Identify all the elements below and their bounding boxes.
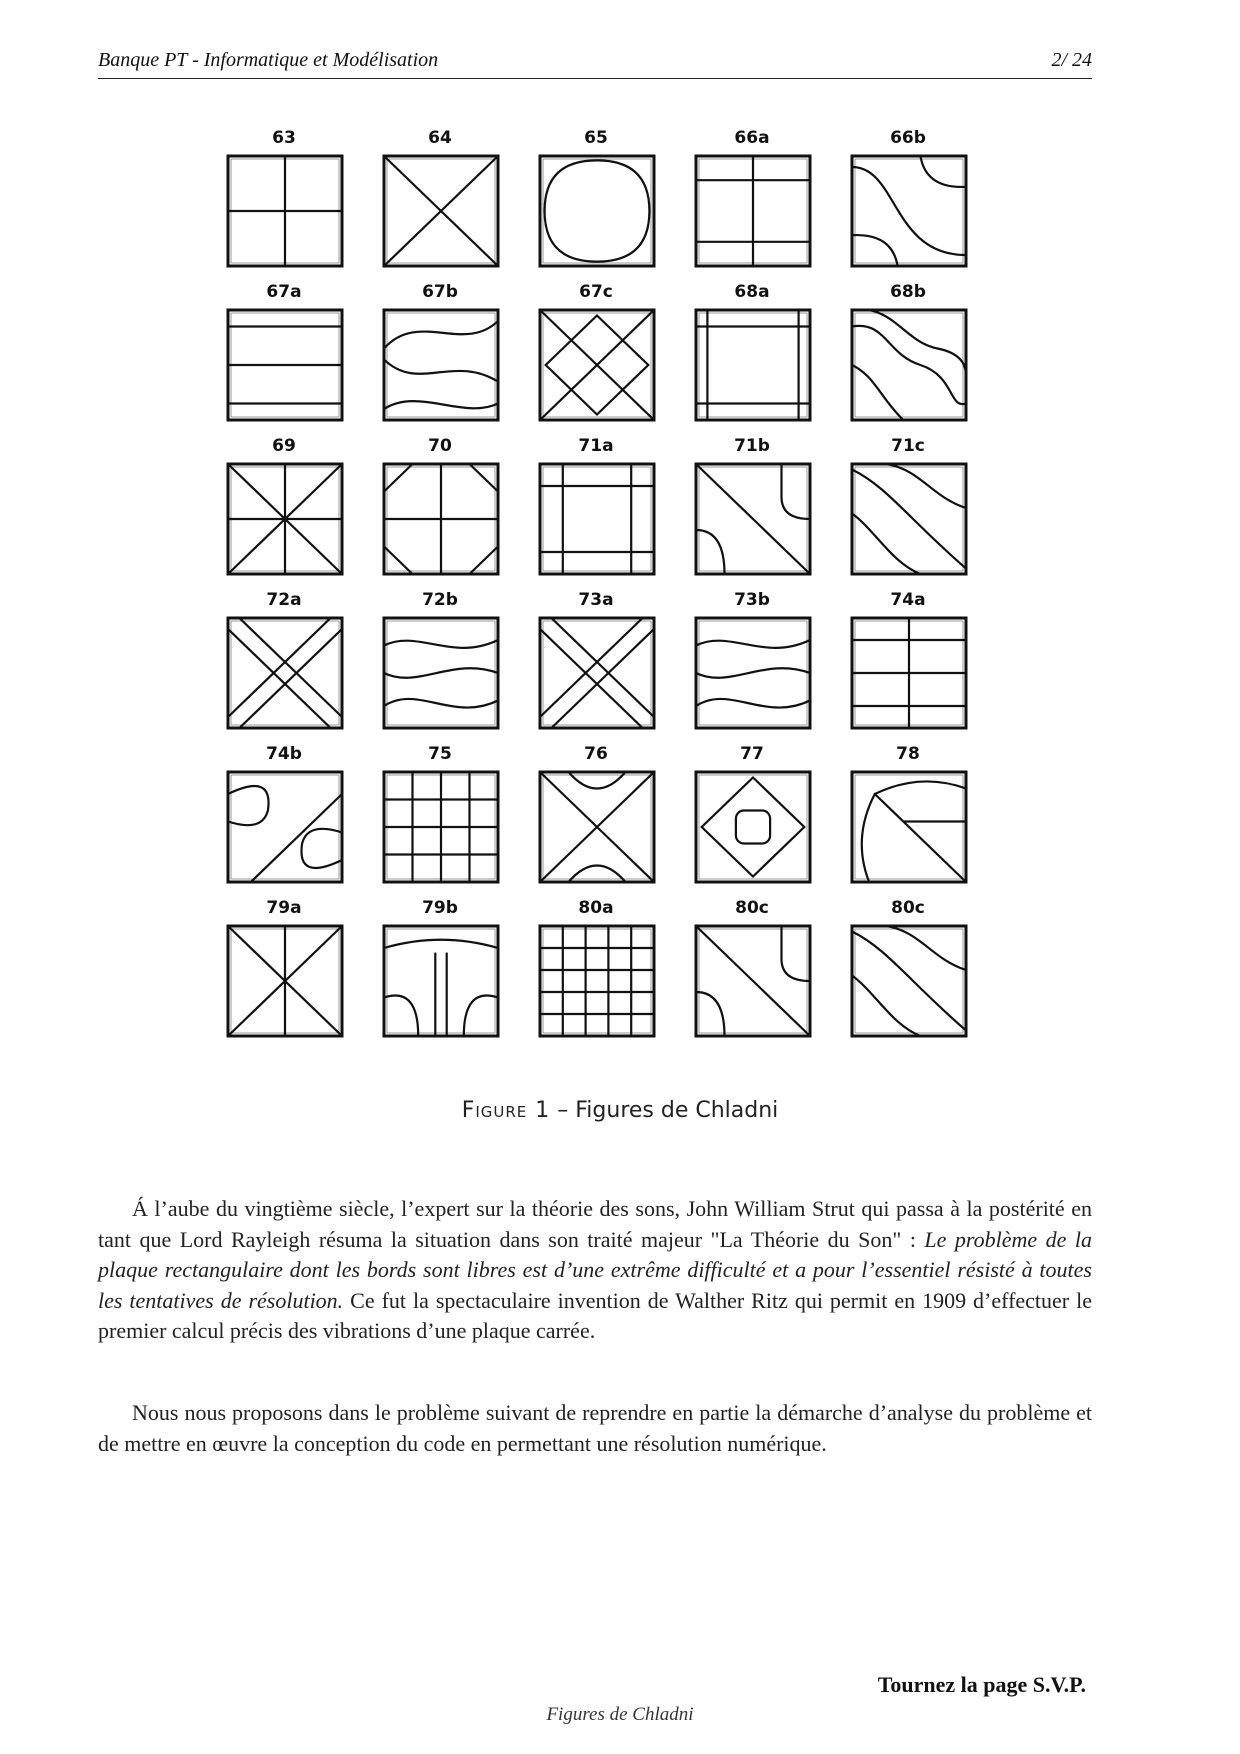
pattern-plate — [686, 918, 820, 1044]
pattern-label: 72a — [266, 590, 302, 610]
pattern-plate — [374, 764, 508, 890]
pattern-plate — [686, 302, 820, 428]
chladni-pattern — [214, 282, 354, 428]
chladni-pattern — [682, 898, 822, 1044]
caption-label: Figure 1 — [461, 1098, 551, 1123]
page-header — [98, 46, 1092, 79]
pattern-label: 74a — [890, 590, 926, 610]
pattern-plate — [530, 148, 664, 274]
chladni-pattern — [214, 436, 354, 582]
chladni-pattern — [838, 282, 978, 428]
chladni-pattern — [526, 744, 666, 890]
pattern-plate — [218, 456, 352, 582]
paragraph-intro-end: Ce fut la spectaculaire invention de Walther Ritz qui permit en 1909 d’effectuer le premier calcul précis des vibrations d’une plaque carrée. — [98, 1287, 1092, 1343]
chladni-pattern — [682, 128, 822, 274]
pattern-plate — [218, 302, 352, 428]
pattern-label: 63 — [272, 128, 296, 148]
chladni-pattern — [370, 898, 510, 1044]
pattern-label: 68b — [890, 282, 926, 302]
chladni-pattern — [214, 590, 354, 736]
pattern-label: 67c — [579, 282, 613, 302]
pattern-plate — [530, 918, 664, 1044]
pattern-plate — [842, 918, 976, 1044]
header-title: Banque PT - Informatique et Modélisation — [98, 49, 439, 71]
pattern-plate — [374, 456, 508, 582]
pattern-plate — [686, 148, 820, 274]
chladni-pattern — [682, 590, 822, 736]
pattern-label: 80c — [735, 898, 769, 918]
pattern-plate — [374, 610, 508, 736]
chladni-figure — [214, 128, 974, 1044]
chladni-pattern — [838, 436, 978, 582]
pattern-label: 73a — [578, 590, 614, 610]
chladni-pattern — [214, 744, 354, 890]
pattern-plate — [530, 456, 664, 582]
pattern-plate — [686, 456, 820, 582]
pattern-label: 73b — [734, 590, 770, 610]
pattern-label: 79a — [266, 898, 302, 918]
chladni-pattern — [682, 744, 822, 890]
chladni-pattern — [838, 590, 978, 736]
pattern-plate — [374, 302, 508, 428]
pattern-plate — [218, 148, 352, 274]
pattern-plate — [218, 918, 352, 1044]
pattern-plate — [842, 610, 976, 736]
chladni-pattern — [370, 744, 510, 890]
pattern-plate — [842, 456, 976, 582]
chladni-pattern — [682, 282, 822, 428]
pattern-label: 66a — [734, 128, 770, 148]
chladni-pattern — [682, 436, 822, 582]
pattern-plate — [842, 302, 976, 428]
paragraph-problem: Nous nous proposons dans le problème suivant de reprendre en partie la démarche d’analyse du problème et de mettre en œuvre la conception du code en permettant une résolution numérique. — [98, 1400, 1092, 1456]
turn-page-note: Tournez la page S.V.P. — [877, 1672, 1086, 1697]
chladni-pattern — [370, 590, 510, 736]
pattern-plate — [842, 764, 976, 890]
pattern-plate — [218, 764, 352, 890]
pattern-plate — [530, 302, 664, 428]
pattern-plate — [530, 764, 664, 890]
pattern-plate — [374, 148, 508, 274]
chladni-pattern — [838, 898, 978, 1044]
pattern-plate — [218, 610, 352, 736]
footer-title: Figures de Chladni — [546, 1704, 694, 1725]
pattern-label: 71a — [578, 436, 614, 456]
pattern-label: 70 — [428, 436, 452, 456]
figure-caption — [0, 1098, 1240, 1123]
pattern-label: 77 — [740, 744, 764, 764]
pattern-label: 64 — [428, 128, 452, 148]
chladni-pattern — [214, 898, 354, 1044]
chladni-pattern — [370, 128, 510, 274]
chladni-pattern — [214, 128, 354, 274]
chladni-pattern — [526, 898, 666, 1044]
pattern-plate — [686, 764, 820, 890]
pattern-label: 75 — [428, 744, 452, 764]
pattern-plate — [842, 148, 976, 274]
chladni-pattern — [526, 590, 666, 736]
pattern-label: 79b — [422, 898, 458, 918]
pattern-plate — [374, 918, 508, 1044]
chladni-pattern — [838, 128, 978, 274]
chladni-pattern — [838, 744, 978, 890]
rayleigh-quote: Le problème de la plaque rectangulaire dont les bords sont libres est d’une extrême difficulté et a pour l’essentiel résisté à toutes les tentatives de résolution. — [98, 1226, 1092, 1313]
pattern-label: 80c — [891, 898, 925, 918]
pattern-label: 69 — [272, 436, 296, 456]
pattern-label: 72b — [422, 590, 458, 610]
chladni-pattern — [370, 436, 510, 582]
pattern-plate — [686, 610, 820, 736]
pattern-label: 66b — [890, 128, 926, 148]
pattern-label: 67a — [266, 282, 302, 302]
pattern-label: 65 — [584, 128, 608, 148]
pattern-label: 76 — [584, 744, 608, 764]
pattern-label: 68a — [734, 282, 770, 302]
pattern-label: 71b — [734, 436, 770, 456]
chladni-pattern — [370, 282, 510, 428]
figure-grid — [214, 128, 974, 1044]
chladni-pattern — [526, 282, 666, 428]
pattern-label: 78 — [896, 744, 920, 764]
caption-text: – Figures de Chladni — [550, 1098, 779, 1123]
chladni-pattern — [526, 128, 666, 274]
paragraph-intro — [98, 1194, 1092, 1347]
page-number: 2/ 24 — [1051, 49, 1092, 71]
chladni-pattern — [526, 436, 666, 582]
pattern-label: 80a — [578, 898, 614, 918]
pattern-label: 74b — [266, 744, 302, 764]
pattern-label: 67b — [422, 282, 458, 302]
pattern-plate — [530, 610, 664, 736]
paragraph-intro-text: Á l’aube du vingtième siècle, l’expert sur la théorie des sons, John William Strut qui passa à la postérité en tant que Lord Rayleigh résuma la situation dans son traité majeur "La Théorie du Son" : — [98, 1196, 1092, 1252]
pattern-label: 71c — [891, 436, 925, 456]
